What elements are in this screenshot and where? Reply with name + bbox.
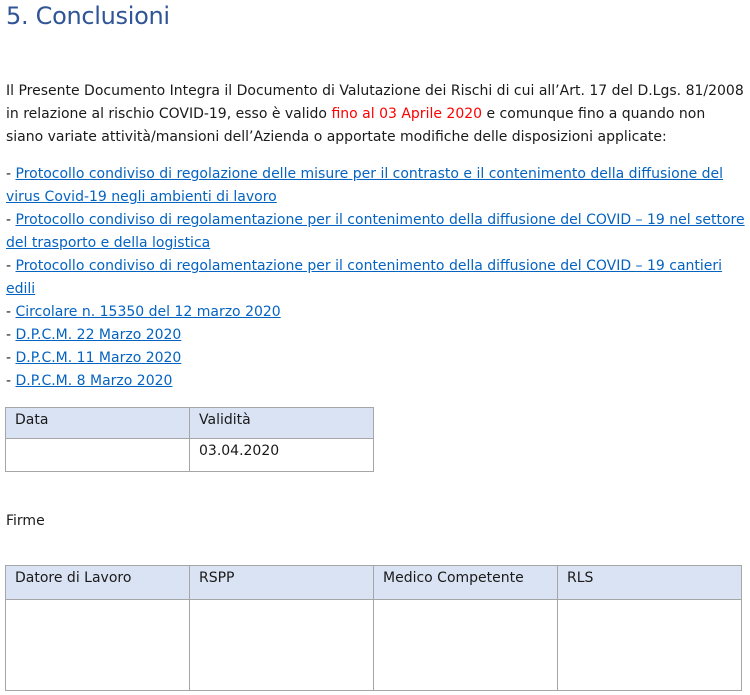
reference-list <box>6 163 750 393</box>
header-data: Data <box>6 408 190 439</box>
validity-table <box>5 407 374 472</box>
table-row <box>6 439 374 472</box>
list-item <box>6 209 750 255</box>
table-row <box>6 600 742 691</box>
signatures-table <box>5 565 742 691</box>
bullet: - <box>6 373 16 389</box>
signature-cell-medico <box>374 600 558 691</box>
list-item <box>6 347 750 370</box>
header-rspp: RSPP <box>190 566 374 600</box>
list-item <box>6 370 750 393</box>
validity-highlight: fino al 03 Aprile 2020 <box>331 106 483 122</box>
list-item <box>6 255 750 301</box>
signatures-label: Firme <box>6 513 45 529</box>
bullet: - <box>6 258 16 274</box>
header-rls: RLS <box>558 566 742 600</box>
reference-link-circolare[interactable]: Circolare n. 15350 del 12 marzo 2020 <box>15 304 281 320</box>
list-item <box>6 163 750 209</box>
cell-validita: 03.04.2020 <box>190 439 374 472</box>
bullet: - <box>6 166 16 182</box>
table-header-row <box>6 408 374 439</box>
bullet: - <box>6 327 16 343</box>
list-item <box>6 324 750 347</box>
header-validita: Validità <box>190 408 374 439</box>
bullet: - <box>6 304 16 320</box>
header-datore-di-lavoro: Datore di Lavoro <box>6 566 190 600</box>
bullet: - <box>6 350 16 366</box>
header-medico-competente: Medico Competente <box>374 566 558 600</box>
signature-cell-rls <box>558 600 742 691</box>
cell-data <box>6 439 190 472</box>
reference-link-protocollo-cantieri[interactable]: Protocollo condiviso di regolamentazione per il contenimento della diffusione del COVID – 19 cantieri edili <box>6 258 723 297</box>
signature-cell-rspp <box>190 600 374 691</box>
reference-link-dpcm-8-marzo[interactable]: D.P.C.M. 8 Marzo 2020 <box>15 373 173 389</box>
intro-text-start: Il Presente Documento Integra il Documento di Valutazione dei Rischi di cui all’Art. 17 del D.Lgs. 81/2008 in relazione al rischio COVID-19, esso è valido <box>6 83 744 122</box>
reference-link-dpcm-11-marzo[interactable]: D.P.C.M. 11 Marzo 2020 <box>15 350 182 366</box>
intro-text-end: e comunque fino a quando non siano variate attività/mansioni dell’Azienda o apportate modifiche delle disposizioni applicate: <box>6 106 706 145</box>
bullet: - <box>6 212 16 228</box>
reference-link-dpcm-22-marzo[interactable]: D.P.C.M. 22 Marzo 2020 <box>15 327 182 343</box>
reference-link-protocollo-trasporto-logistica[interactable]: Protocollo condiviso di regolamentazione per il contenimento della diffusione del COVID – 19 nel settore del trasporto e della logistica <box>6 212 745 251</box>
list-item <box>6 301 750 324</box>
intro-paragraph <box>6 80 746 149</box>
page-title: 5. Conclusioni <box>6 2 170 30</box>
reference-link-protocollo-ambienti-lavoro[interactable]: Protocollo condiviso di regolazione delle misure per il contrasto e il contenimento della diffusione del virus Covid-19 negli ambienti di lavoro <box>6 166 724 205</box>
table-header-row <box>6 566 742 600</box>
signature-cell-datore <box>6 600 190 691</box>
